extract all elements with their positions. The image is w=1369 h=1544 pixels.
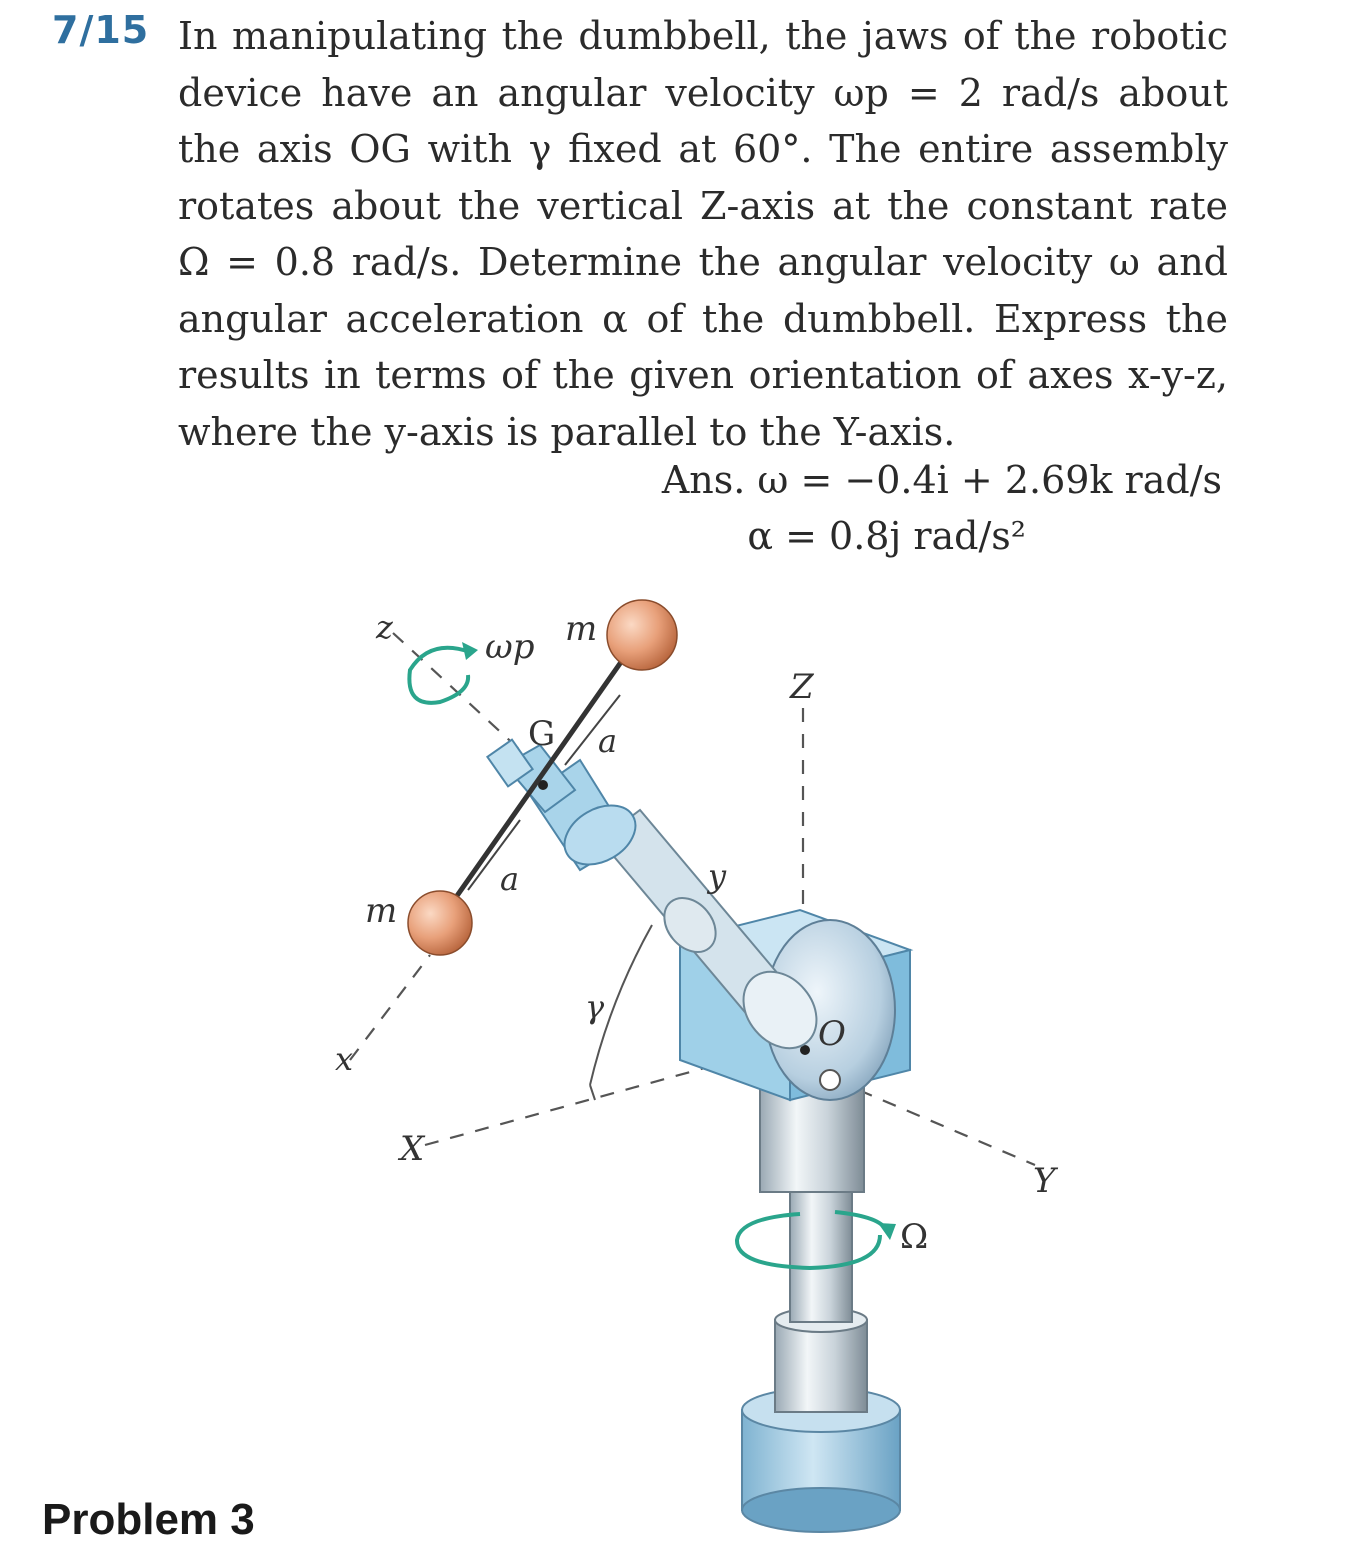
label-m-top: m [565,609,598,649]
gamma-base-line [590,1085,595,1100]
label-m-bottom: m [365,891,398,931]
problem-line-2: device have an angular velocity ωp = 2 rad/s about [178,70,1228,115]
label-z: z [376,608,393,646]
problem-number: 7/15 [52,8,150,52]
answer-alpha: α = 0.8j rad/s² [747,514,1026,558]
mass-top [607,600,677,670]
problem-line-4: rotates about the vertical Z-axis at the constant rate [178,183,1228,228]
problem-line-1: In manipulating the dumbbell, the jaws of the robotic [178,14,1228,58]
label-a-top: a [598,722,618,760]
label-G: G [528,714,556,754]
label-a-bottom: a [500,860,520,898]
problem-line-7: results in terms of the given orientation of axes x-y-z, [178,353,1228,397]
problem-line-5: Ω = 0.8 rad/s. Determine the angular velocity ω and [178,240,1228,284]
problem-line-8: where the y-axis is parallel to the Y-axis. [178,409,956,454]
robot-base [742,1070,900,1532]
x-axis-line [350,955,430,1060]
answer-omega: Ans. ω = −0.4i + 2.69k rad/s [661,458,1222,502]
label-Z: Z [790,667,814,707]
robotic-dumbbell-diagram [0,580,1369,1533]
problem-line-3: the axis OG with γ fixed at 60°. The entire assembly [178,127,1228,171]
figure-label: Problem 3 [42,1495,255,1544]
label-Y: Y [1033,1161,1056,1201]
problem-statement [178,8,1228,460]
answer-block [662,452,1222,564]
label-X: X [400,1129,425,1169]
label-y: y [708,857,727,895]
mass-bottom [408,891,472,955]
label-omega-p: ωp [485,627,535,667]
robot-arm [487,740,831,1063]
label-O: O [818,1014,846,1054]
problem-line-6: angular acceleration α of the dumbbell. Express the [178,296,1228,341]
label-x: x [335,1040,354,1078]
dumbbell [408,600,677,955]
label-Omega: Ω [900,1217,929,1257]
omega-p-rotation-arrow [409,642,478,703]
label-gamma: γ [585,988,605,1026]
